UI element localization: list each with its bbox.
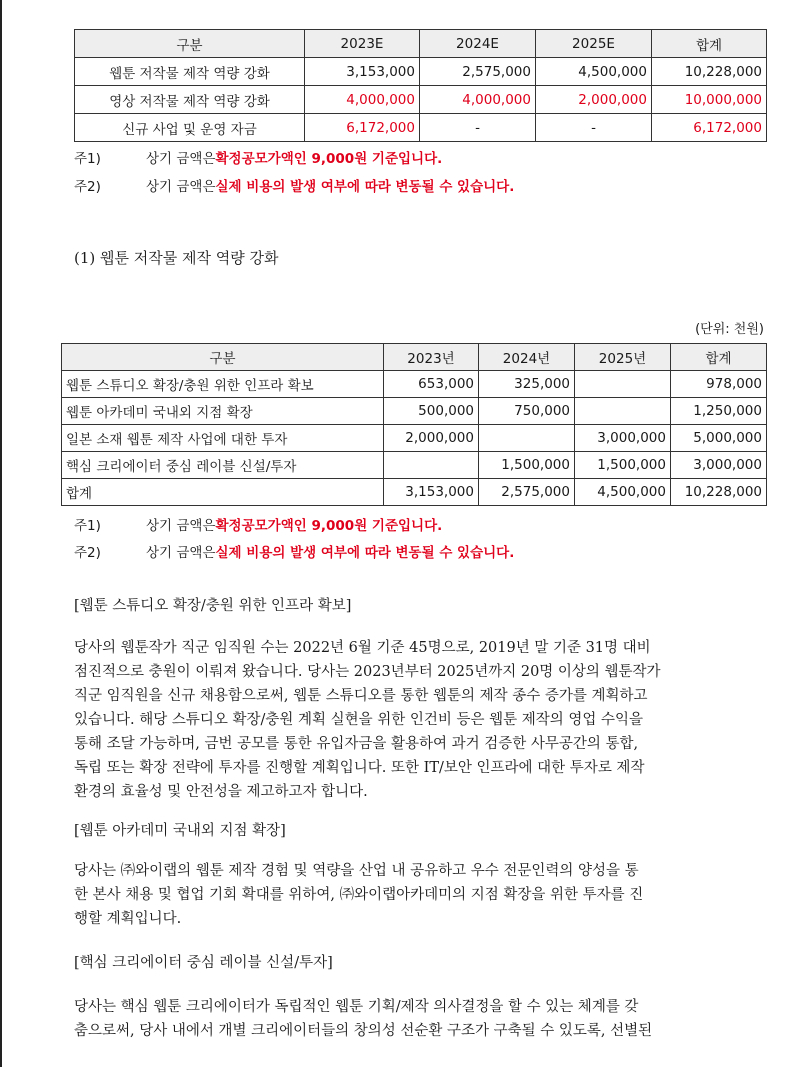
cell: 10,228,000 <box>671 479 767 506</box>
paragraph-line: 있습니다. 해당 스튜디오 확장/충원 계획 실현을 위한 인건비 등은 웹툰 제작의 영업 수익을 <box>74 712 644 728</box>
cell: 750,000 <box>479 398 575 425</box>
cell: 3,000,000 <box>575 425 671 452</box>
cell: 2,000,000 <box>536 86 652 114</box>
footnote-label: 주2) <box>74 179 101 195</box>
col-header: 2024년 <box>479 344 575 371</box>
paragraph-line: 당사는 핵심 웹툰 크리에이터가 독립적인 웹툰 기획/제작 의사결정을 할 수 있는 체계를 갖 <box>74 999 639 1015</box>
cell: - <box>536 114 652 142</box>
paragraph-line: 당사의 웹툰작가 직군 임직원 수는 2022년 6월 기준 45명으로, 2019년 말 기준 31명 대비 <box>74 640 651 656</box>
cell <box>575 398 671 425</box>
table-row <box>75 114 767 142</box>
col-header: 2023년 <box>384 344 479 371</box>
row-label: 웹툰 저작물 제작 역량 강화 <box>75 58 305 86</box>
cell: 2,575,000 <box>479 479 575 506</box>
footnote-1 <box>74 147 442 167</box>
paragraph-line: 점진적으로 충원이 이뤄져 왔습니다. 당사는 2023년부터 2025년까지 20명 이상의 웹툰작가 <box>74 664 661 680</box>
table-row <box>75 86 767 114</box>
cell: 4,500,000 <box>536 58 652 86</box>
col-header: 구분 <box>62 344 384 371</box>
cell <box>384 452 479 479</box>
row-label: 핵심 크리에이터 중심 레이블 신설/투자 <box>62 452 384 479</box>
footnote-prefix: 상기 금액은 <box>146 518 216 534</box>
col-header: 2024E <box>420 30 536 58</box>
heading-label: [핵심 크리에이터 중심 레이블 신설/투자] <box>74 955 333 971</box>
footnote-label: 주2) <box>74 545 101 561</box>
cell: 4,000,000 <box>305 86 420 114</box>
row-label: 웹툰 스튜디오 확장/충원 위한 인프라 확보 <box>62 371 384 398</box>
unit-label: (단위: 천원) <box>695 322 764 337</box>
row-label: 일본 소재 웹툰 제작 사업에 대한 투자 <box>62 425 384 452</box>
table-row <box>62 452 767 479</box>
footnote-emphasis: 실제 비용의 발생 여부에 따라 변동될 수 있습니다. <box>215 179 515 195</box>
table-header-row <box>75 30 767 58</box>
footnote-prefix: 상기 금액은 <box>146 179 216 195</box>
row-label: 합계 <box>62 479 384 506</box>
cell: 653,000 <box>384 371 479 398</box>
cell: 2,575,000 <box>420 58 536 86</box>
detail-table <box>61 343 767 506</box>
cell: - <box>420 114 536 142</box>
row-label: 웹툰 아카데미 국내외 지점 확장 <box>62 398 384 425</box>
cell: 1,500,000 <box>479 452 575 479</box>
col-header: 2025년 <box>575 344 671 371</box>
paragraph-line: 한 본사 채용 및 협업 기회 확대를 위하여, ㈜와이랩아카데미의 지점 확장을 위한 투자를 진 <box>74 887 644 903</box>
col-header: 합계 <box>652 30 767 58</box>
col-header: 합계 <box>671 344 767 371</box>
cell: 3,153,000 <box>384 479 479 506</box>
cell <box>575 371 671 398</box>
col-header: 구분 <box>75 30 305 58</box>
cell: 6,172,000 <box>305 114 420 142</box>
table-row <box>62 371 767 398</box>
cell: 2,000,000 <box>384 425 479 452</box>
cell: 978,000 <box>671 371 767 398</box>
cell: 4,500,000 <box>575 479 671 506</box>
paragraph-line: 환경의 효율성 및 안전성을 제고하고자 합니다. <box>74 784 368 800</box>
footnote-emphasis: 실제 비용의 발생 여부에 따라 변동될 수 있습니다. <box>215 545 515 561</box>
table-row <box>62 425 767 452</box>
cell: 5,000,000 <box>671 425 767 452</box>
table-row <box>62 398 767 425</box>
cell: 4,000,000 <box>420 86 536 114</box>
footnote-label: 주1) <box>74 151 101 167</box>
paragraph-label <box>74 995 774 1043</box>
page-edge <box>0 0 2 1067</box>
cell: 500,000 <box>384 398 479 425</box>
section-title: (1) 웹툰 저작물 제작 역량 강화 <box>74 249 279 267</box>
footnote-label: 주1) <box>74 518 101 534</box>
paragraph-line: 독립 또는 확장 전략에 투자를 진행할 계획입니다. 또한 IT/보안 인프라에 대한 투자로 제작 <box>74 760 645 776</box>
heading-academy: [웹툰 아카데미 국내외 지점 확장] <box>74 823 286 839</box>
cell: 325,000 <box>479 371 575 398</box>
paragraph-line: 행할 계획입니다. <box>74 911 182 927</box>
cell: 3,153,000 <box>305 58 420 86</box>
cell: 6,172,000 <box>652 114 767 142</box>
paragraph-academy <box>74 859 774 931</box>
cell: 1,250,000 <box>671 398 767 425</box>
footnote-1 <box>74 514 442 534</box>
col-header: 2025E <box>536 30 652 58</box>
cell: 10,228,000 <box>652 58 767 86</box>
paragraph-studio <box>74 636 774 804</box>
cell: 1,500,000 <box>575 452 671 479</box>
paragraph-line: 통해 조달 가능하며, 금번 공모를 통한 유입자금을 활용하여 과거 검증한 사무공간의 통합, <box>74 736 639 752</box>
summary-table <box>74 29 767 142</box>
footnote-prefix: 상기 금액은 <box>146 151 216 167</box>
cell: 10,000,000 <box>652 86 767 114</box>
heading-studio: [웹툰 스튜디오 확장/충원 위한 인프라 확보] <box>74 598 352 614</box>
paragraph-line: 춤으로써, 당사 내에서 개별 크리에이터들의 창의성 선순환 구조가 구축될 수 있도록, 선별된 <box>74 1023 653 1039</box>
cell <box>479 425 575 452</box>
footnote-2 <box>74 541 514 561</box>
table-row <box>75 58 767 86</box>
col-header: 2023E <box>305 30 420 58</box>
footnote-prefix: 상기 금액은 <box>146 545 216 561</box>
paragraph-line: 당사는 ㈜와이랩의 웹툰 제작 경험 및 역량을 산업 내 공유하고 우수 전문인력의 양성을 통 <box>74 863 639 879</box>
footnote-2 <box>74 175 514 195</box>
table-total-row <box>62 479 767 506</box>
row-label: 신규 사업 및 운영 자금 <box>75 114 305 142</box>
table-header-row <box>62 344 767 371</box>
row-label: 영상 저작물 제작 역량 강화 <box>75 86 305 114</box>
paragraph-line: 직군 임직원을 신규 채용함으로써, 웹툰 스튜디오를 통한 웹툰의 제작 종수 증가를 계획하고 <box>74 688 648 704</box>
cell: 3,000,000 <box>671 452 767 479</box>
footnote-emphasis: 확정공모가액인 9,000원 기준입니다. <box>215 151 443 167</box>
footnote-emphasis: 확정공모가액인 9,000원 기준입니다. <box>215 518 443 534</box>
